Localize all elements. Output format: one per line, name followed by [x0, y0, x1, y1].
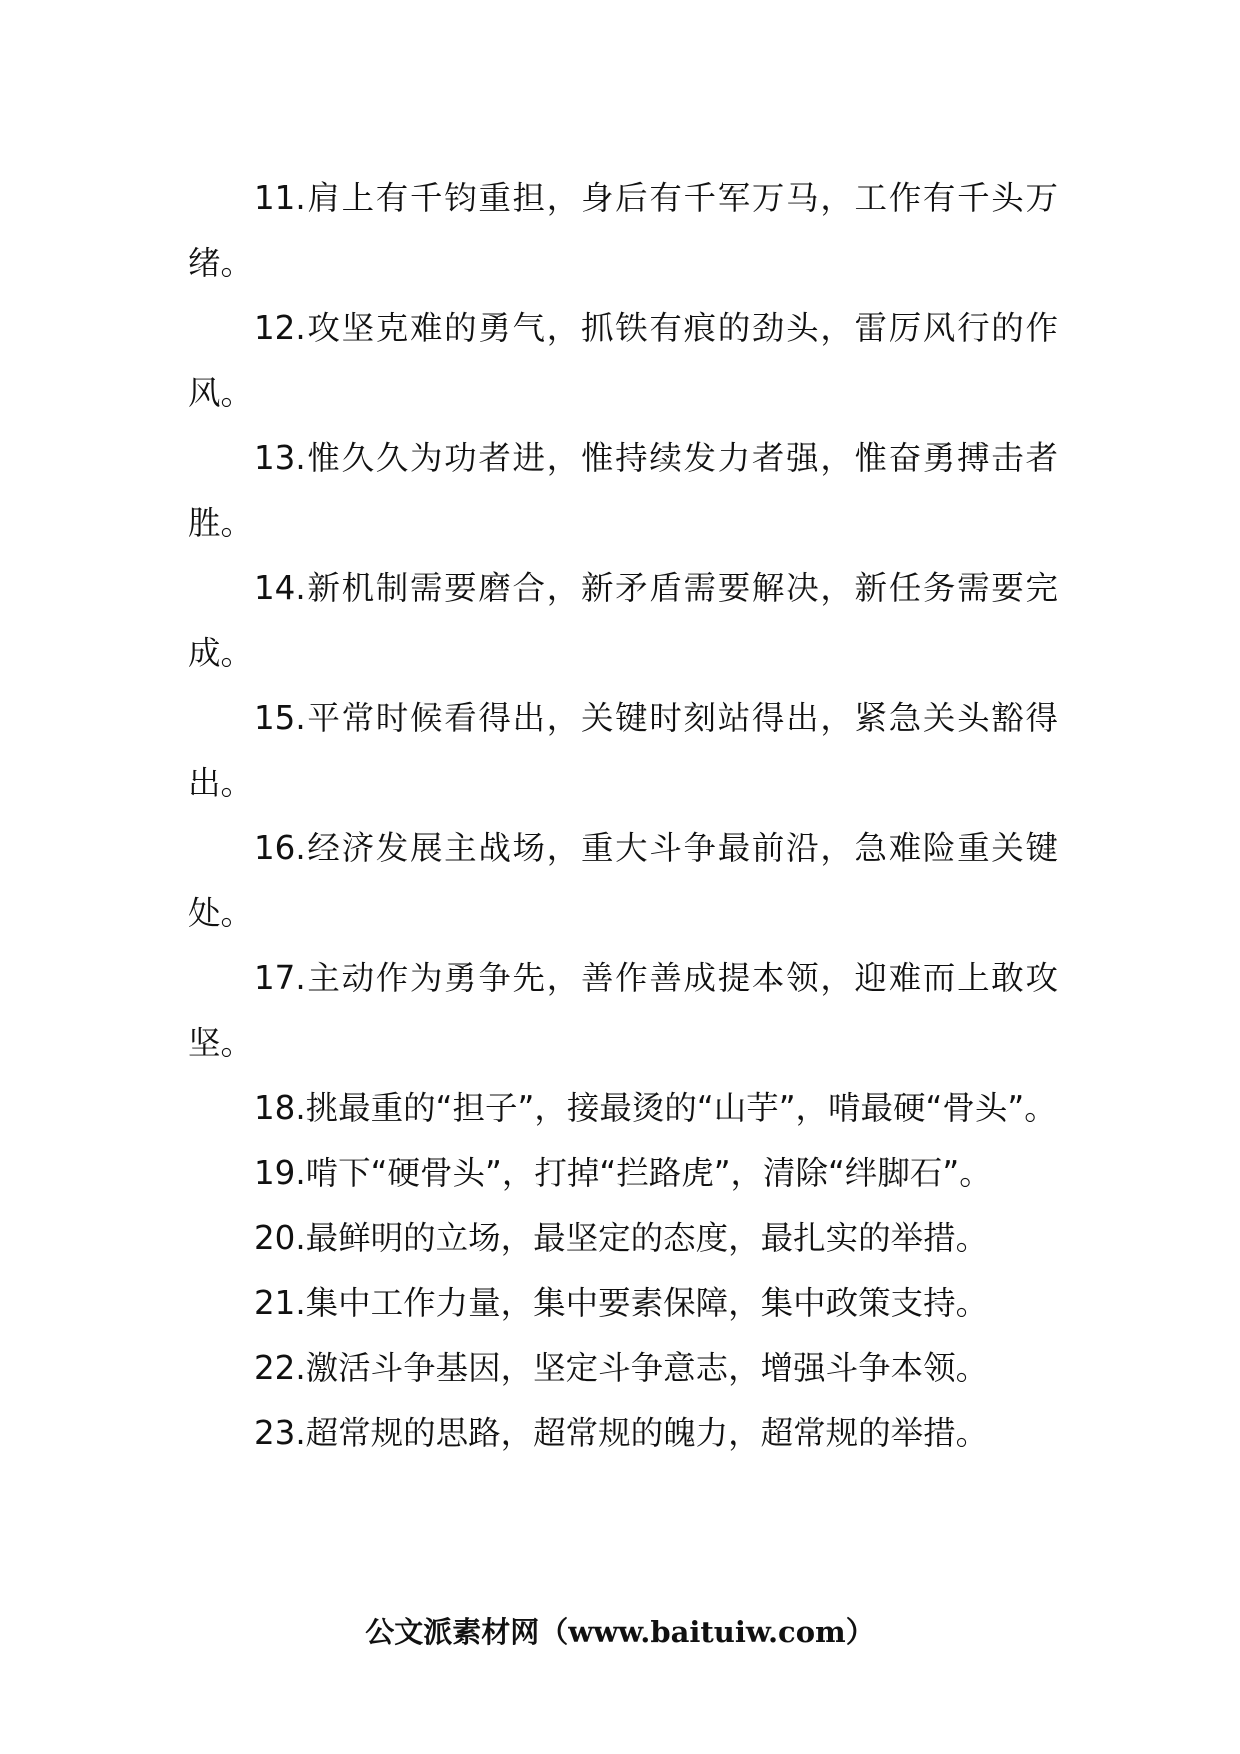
paragraph-14: 14.新机制需要磨合，新矛盾需要解决，新任务需要完成。	[188, 569, 1058, 672]
paragraph-17: 17.主动作为勇争先，善作善成提本领，迎难而上敢攻坚。	[188, 959, 1058, 1062]
footer-source: 公文派素材网（www.baituiw.com）	[365, 1615, 875, 1649]
paragraph-16: 16.经济发展主战场，重大斗争最前沿，急难险重关键处。	[188, 829, 1058, 932]
paragraph-18: 18.挑最重的“担子”，接最烫的“山芋”，啃最硬“骨头”。	[254, 1089, 1057, 1127]
paragraph-13: 13.惟久久为功者进，惟持续发力者强，惟奋勇搏击者胜。	[188, 439, 1058, 542]
paragraph-19: 19.啃下“硬骨头”，打掉“拦路虎”，清除“绊脚石”。	[254, 1154, 992, 1192]
paragraph-11: 11.肩上有千钧重担，身后有千军万马，工作有千头万绪。	[188, 179, 1058, 282]
paragraph-20: 20.最鲜明的立场，最坚定的态度，最扎实的举措。	[254, 1219, 989, 1257]
document-body	[188, 166, 1058, 1466]
paragraph-23: 23.超常规的思路，超常规的魄力，超常规的举措。	[254, 1414, 989, 1452]
paragraph-15: 15.平常时候看得出，关键时刻站得出，紧急关头豁得出。	[188, 699, 1058, 802]
paragraph-21: 21.集中工作力量，集中要素保障，集中政策支持。	[254, 1284, 989, 1322]
paragraph-12: 12.攻坚克难的勇气，抓铁有痕的劲头，雷厉风行的作风。	[188, 309, 1058, 412]
paragraph-22: 22.激活斗争基因，坚定斗争意志，增强斗争本领。	[254, 1349, 989, 1387]
